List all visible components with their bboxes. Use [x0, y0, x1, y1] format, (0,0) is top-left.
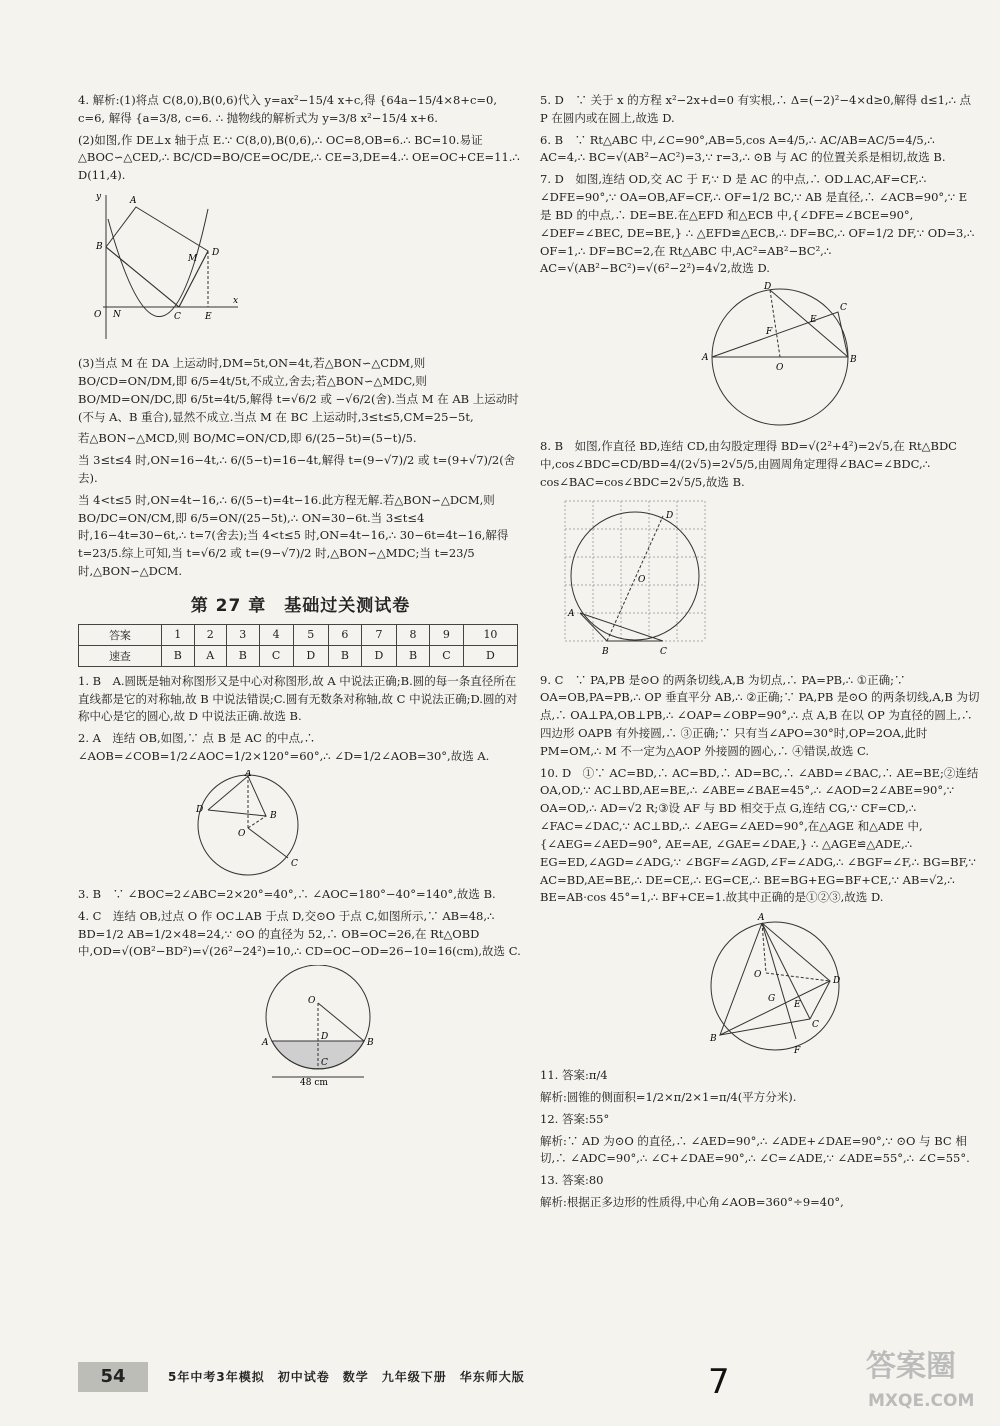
fig1-label-y: y [96, 192, 102, 203]
fig6-label-e: E [794, 1000, 801, 1011]
watermark-line2: MXQE.COM [868, 1391, 975, 1411]
answer-table [78, 624, 518, 667]
fig1-label-a: A [130, 196, 137, 207]
fig1-label-o: O [94, 310, 102, 321]
q12-analysis: 解析:∵ AD 为⊙O 的直径,∴ ∠AED=90°,∴ ∠ADE+∠DAE=90°,∵ ⊙O 与 BC 相切,∴ ∠ADC=90°,∴ ∠C+∠DAE=90°,∴ ∠C=∠ADE,∵ ∠ADE=55°,∴ ∠C=55°. [540, 1133, 970, 1166]
circle-figure-q7 [690, 282, 870, 432]
fig4-label-o: O [776, 363, 784, 374]
q11-answer: 11. 答案:π/4 [540, 1068, 608, 1083]
right-column [540, 92, 980, 1216]
left-column [78, 92, 523, 1091]
q4-part1: 4. 解析:(1)将点 C(8,0),B(0,6)代入 y=ax²−15/4 x+c,得 {64a−15/4×8+c=0, c=6, 解得 {a=3/8, c=6. ∴ 抛物线的解析式为 y=3/8 x²−15/4 x+6. [78, 93, 498, 125]
fig6-label-o: O [754, 970, 762, 981]
fig6-label-f: F [794, 1046, 801, 1057]
table-cell: 5 [293, 624, 328, 645]
table-cell: D [463, 645, 517, 666]
table-cell: 4 [259, 624, 293, 645]
page-number: 54 [78, 1362, 148, 1392]
table-cell: B [161, 645, 194, 666]
fig5-label-o: O [638, 574, 646, 585]
fig1-label-c: C [174, 312, 181, 323]
q10-solution: 10. D ①∵ AC=BD,∴ AC=BD,∴ AD=BC,∴ ∠ABD=∠BAC,∴ AE=BE;②连结 OA,OD,∵ AC⊥BD,AE=BE,∴ ∠ABE=∠BAE=45°,∴ ∠AOD=2∠ABE=90°,∵ OA=OD,∴ AD=√2 R;③设 AF 与 BD 相交于点 G,连结 CG,∵ CF=CD,∴ ∠FAC=∠DAC,∵ AC⊥BD,∴ ∠AEG=∠AED=90°,在△AGE 和△ADE 中,{∠AEG=∠AED=90°, AE=AE, ∠GAE=∠DAE,} ∴ △AGE≌△ADE,∴ EG=ED,∠AGD=∠ADG,∵ ∠BGF=∠AGD,∠F=∠ADG,∴ ∠BGF=∠F,∴ BG=BF,∵ AC=BD,AE=BE,∴ DE=CE,∴ EG=CE,∴ BE=BG+EG=BF+CE,∵ AB=√2,∴ BE=AB·cos 45°=1,∴ BF+CE=1.故其中正确的是①②③,故选 D. [540, 765, 979, 905]
fig1-label-b: B [96, 242, 103, 253]
q9-solution: 9. C ∵ PA,PB 是⊙O 的两条切线,A,B 为切点,∴ PA=PB,∴ ①正确;∵ OA=OB,PA=PB,∴ OP 垂直平分 AB,∴ ②正确;∵ PA,PB 是⊙O 的两条切线,A,B 为切点,∴ OA⊥PA,OB⊥PB,∴ ∠OAP=∠OBP=90°,∴ 点 A,B 在以 OP 为直径的圆上,∴ 四边形 OAPB 有外接圆,∴ ③正确;∵ 只有当∠APO=30°时,OP=2OA,此时 PM=OM,∴ M 不一定为△AOP 外接圆的圆心,∴ ④错误,故选 C. [540, 672, 980, 758]
answer-table-row-answers [79, 645, 518, 666]
fig6-label-g: G [768, 994, 776, 1005]
q4b-solution: 4. C 连结 OB,过点 O 作 OC⊥AB 于点 D,交⊙O 于点 C,如图所示,∵ AB=48,∴ BD=1/2 AB=1/2×48=24,∵ ⊙O 的直径为 52,∴ OB=OC=26,在 Rt△OBD 中,OD=√(OB²−BD²)=√(26²−24²)=10,∴ CD=OC−OD=26−10=16(cm),故选 C. [78, 908, 521, 959]
table-cell: B [329, 645, 362, 666]
fig1-label-x: x [233, 296, 239, 307]
q6-solution: 6. B ∵ Rt△ABC 中,∠C=90°,AB=5,cos A=4/5,∴ AC/AB=AC/5=4/5,∴ AC=4,∴ BC=√(AB²−AC²)=3,∵ r=3,∴ ⊙B 与 AC 的位置关系是相切,故选 B. [540, 132, 946, 165]
table-cell: 2 [194, 624, 226, 645]
fig3-label-d: D [321, 1032, 329, 1043]
circle-figure-q10 [700, 911, 860, 1061]
fig4-label-b: B [850, 355, 857, 366]
q8-solution: 8. B 如图,作直径 BD,连结 CD,由勾股定理得 BD=√(2²+4²)=2√5,在 Rt△BDC 中,cos∠BDC=CD/BD=4/(2√5)=2√5/5,由圆周角定理得∠BAC=∠BDC,∴ cos∠BAC=cos∠BDC=2√5/5,故选 B. [540, 439, 957, 489]
fig1-label-m: M [188, 254, 198, 265]
fig3-label-o: O [308, 996, 316, 1007]
q5-solution: 5. D ∵ 关于 x 的方程 x²−2x+d=0 有实根,∴ Δ=(−2)²−4×d≥0,解得 d≤1,∴ 点 P 在圆内或在圆上,故选 D. [540, 93, 972, 125]
q3-solution: 3. B ∵ ∠BOC=2∠ABC=2×20°=40°,∴ ∠AOC=180°−40°=140°,故选 B. [78, 886, 496, 901]
fig3-label-b: B [367, 1038, 374, 1049]
table-cell: 速查 [79, 645, 162, 666]
table-cell: 3 [226, 624, 259, 645]
q4-part6: 当 4<t≤5 时,ON=4t−16,∴ 6/(5−t)=4t−16.此方程无解.若△BON∽△DCM,则 BO/DC=ON/CM,即 6/5=ON/(25−5t),∴ ON=30−6t.当 3≤t≤4 时,16−4t=30−6t,∴ t=7(舍去);当 4<t≤5 时,ON=4t−16,∴ 30−6t=4t−16,解得 t=23/5.综上可知,当 t=√6/2 或 t=(9−√7)/2 时,△BON∽△MDC;当 t=23/5 时,△BON∽△DCM. [78, 492, 509, 578]
fig6-label-d: D [833, 976, 841, 987]
table-cell: 8 [397, 624, 430, 645]
table-cell: C [259, 645, 293, 666]
fig3-label-c: C [321, 1058, 328, 1069]
chapter-title: 第 27 章 基础过关测试卷 [190, 595, 411, 616]
fig1-label-n: N [113, 310, 121, 321]
q4-part4: 若△BON∽△MCD,则 BO/MC=ON/CD,即 6/(25−5t)=(5−t)/5. [78, 431, 417, 446]
fig5-label-a: A [568, 608, 575, 619]
watermark-line1: 答案圈 [866, 1349, 956, 1384]
table-cell: B [397, 645, 430, 666]
answer-table-row-numbers [79, 624, 518, 645]
fig3-label-a: A [262, 1038, 269, 1049]
fig5-label-b: B [602, 646, 609, 657]
q1-solution: 1. B A.圆既是轴对称图形又是中心对称图形,故 A 中说法正确;B.圆的每一条直径所在直线都是它的对称轴,故 B 中说法错误;C.圆有无数条对称轴,故 C 中说法正确;D.圆的对称中心是它的圆心,故 D 中说法正确.故选 B. [78, 673, 518, 724]
table-cell: B [226, 645, 259, 666]
circle-figure-q4 [228, 965, 408, 1085]
table-cell: D [293, 645, 328, 666]
q4-part3: (3)当点 M 在 DA 上运动时,DM=5t,ON=4t,若△BON∽△CDM,则 BO/CD=ON/DM,即 6/5=4t/5t,不成立,舍去;若△BON∽△MDC,则 BO/MD=ON/DC,即 6/5t=4t/5,解得 t=√6/2 或 −√6/2(舍).当点 M 在 AB 上运动时(不与 A、B 重合),显然不成立.当点 M 在 BC 上运动时,3≤t≤5,CM=25−5t, [78, 356, 519, 424]
circle-figure-q2 [148, 770, 348, 880]
watermark-logo [862, 1330, 982, 1420]
fig1-label-d: D [212, 248, 220, 259]
fig1-label-e: E [205, 312, 212, 323]
fig4-label-a: A [702, 353, 709, 364]
grid-circle-figure-q8 [560, 496, 710, 666]
table-cell: C [429, 645, 463, 666]
q11-analysis: 解析:圆锥的侧面积=1/2×π/2×1=π/4(平方分米). [540, 1089, 797, 1104]
q13-answer: 13. 答案:80 [540, 1173, 604, 1188]
table-cell: D [361, 645, 396, 666]
fig6-label-c: C [812, 1020, 819, 1031]
table-cell: 6 [329, 624, 362, 645]
fig4-label-e: E [810, 315, 817, 326]
table-cell: 7 [361, 624, 396, 645]
q12-answer: 12. 答案:55° [540, 1111, 610, 1126]
table-cell: 10 [463, 624, 517, 645]
table-cell: 9 [429, 624, 463, 645]
fig6-label-b: B [710, 1034, 717, 1045]
q7-solution: 7. D 如图,连结 OD,交 AC 于 F,∵ D 是 AC 的中点,∴ OD⊥AC,AF=CF,∴ ∠DFE=90°,∵ OA=OB,AF=CF,∴ OF=1/2 BC,∵ AB 是直径,∴ ∠ACB=90°,∵ E 是 BD 的中点,∴ DE=BE.在△EFD 和△ECB 中,{∠DFE=∠BCE=90°, ∠DEF=∠BEC, DE=BE,} ∴ △EFD≌△ECB,∴ DF=BC,∴ OF=1/2 DF,∵ OD=3,∴ OF=1,∴ DF=BC=2,在 Rt△ABC 中,AC²=AB²−BC²,∴ AC=√(AB²−BC²)=√(6²−2²)=4√2,故选 D. [540, 172, 975, 276]
fig4-label-f: F [766, 327, 773, 338]
fig2-label-a: A [245, 769, 252, 779]
fig5-label-c: C [660, 646, 667, 657]
page-footer [78, 1362, 978, 1392]
table-cell: A [194, 645, 226, 666]
q4-part2: (2)如图,作 DE⊥x 轴于点 E.∵ C(8,0),B(0,6),∴ OC=8,OB=6.∴ BC=10.易证△BOC∽△CED,∴ BC/CD=BO/CE=OC/DE,∴ CE=3,DE=4.∴ OE=OC+CE=11.∴ D(11,4). [78, 132, 520, 183]
fig6-label-a: A [758, 913, 765, 924]
handwritten-mark: 7 [708, 1362, 730, 1402]
parabola-figure [78, 189, 248, 349]
table-cell: 答案 [79, 624, 162, 645]
fig2-label-d: D [196, 804, 204, 815]
fig5-label-d: D [666, 510, 674, 521]
fig2-label-o: O [238, 828, 246, 839]
q13-analysis: 解析:根据正多边形的性质得,中心角∠AOB=360°÷9=40°, [540, 1195, 844, 1209]
fig2-label-b: B [270, 810, 277, 821]
fig2-label-c: C [291, 858, 298, 869]
fig3-label-width: 48 cm [300, 1078, 328, 1086]
q2-solution: 2. A 连结 OB,如图,∵ 点 B 是 AC 的中点,∴ ∠AOB=∠COB=1/2∠AOC=1/2×120°=60°,∴ ∠D=1/2∠AOB=30°,故选 A. [78, 731, 490, 764]
fig4-label-c: C [840, 303, 847, 314]
fig4-label-d: D [764, 282, 772, 293]
q4-part5: 当 3≤t≤4 时,ON=16−4t,∴ 6/(5−t)=16−4t,解得 t=(9−√7)/2 或 t=(9+√7)/2(舍去). [78, 453, 516, 485]
book-title: 5年中考3年模拟 初中试卷 数学 九年级下册 华东师大版 [168, 1370, 525, 1384]
table-cell: 1 [161, 624, 194, 645]
